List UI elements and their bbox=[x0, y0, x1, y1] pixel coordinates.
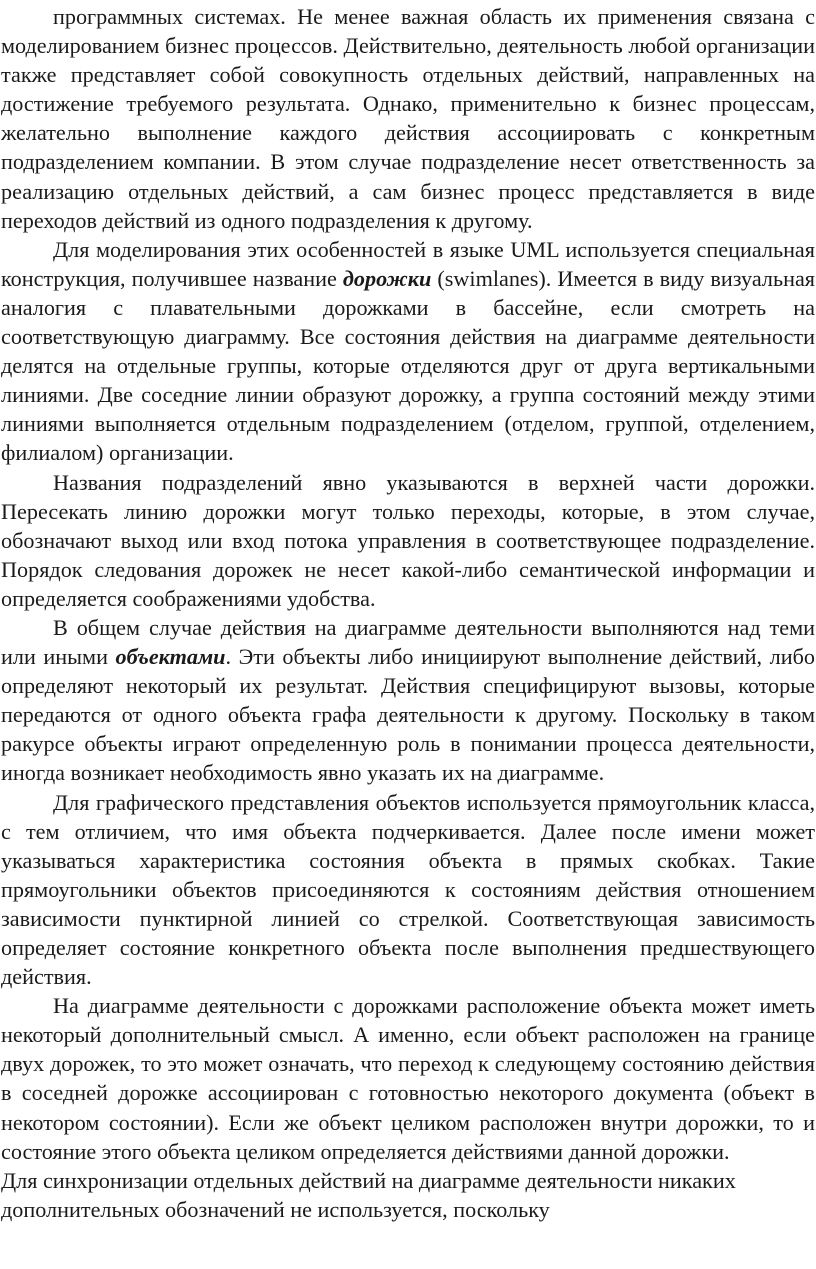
paragraph-text: программных системах. Не менее важная область их применения связана с моделированием бизнес процессов. Действительно, деятельность любой организации также представляет собой совокупность отдельных действий, направленных на достижение требуемого результата. Однако, применительно к бизнес процессам, желательно выполнение каждого действия ассоциировать с конкретным подразделением компании. В этом случае подразделение несет ответственность за реализацию отдельных действий, а сам бизнес процесс представляется в виде переходов действий из одного подразделения к другому. bbox=[1, 4, 815, 233]
paragraph-text: На диаграмме деятельности с дорожками расположение объекта может иметь некоторый дополнительный смысл. А именно, если объект расположен на границе двух дорожек, то это может означать, что переход к следующему состоянию действия в соседней дорожке ассоциирован с готовностью некоторого документа (объект в некотором состоянии). Если же объект целиком расположен внутри дорожки, то и состояние этого объекта целиком определяется действиями данной дорожки. bbox=[1, 993, 815, 1164]
paragraph-text: Для синхронизации отдельных действий на диаграмме деятельности никаких дополнительных обозначений не используется, поскольку bbox=[1, 1167, 736, 1222]
paragraph-intro bbox=[1, 2, 815, 235]
term-swimlanes: дорожки bbox=[342, 265, 432, 291]
paragraph-text: (swimlanes). Имеется в виду визуальная аналогия с плавательными дорожками в бассейне, если смотреть на соответствующую диаграмму. Все состояния действия на диаграмме деятельности делятся на отдельные группы, которые отделяются друг от друга вертикальными линиями. Две соседние линии образуют дорожку, а группа состояний между этими линиями выполняется отдельным подразделением (отделом, группой, отделением, филиалом) организации. bbox=[1, 265, 815, 466]
paragraph-object-notation bbox=[1, 788, 815, 992]
paragraph-lane-names bbox=[1, 468, 815, 613]
paragraph-synchronization bbox=[1, 1166, 815, 1224]
paragraph-text: Названия подразделений явно указываются в верхней части дорожки. Пересекать линию дорожки могут только переходы, которые, в этом случае, обозначают выход или вход потока управления в соответствующее подразделение. Порядок следования дорожек не несет какой-либо семантической информации и определяется соображениями удобства. bbox=[1, 469, 815, 611]
term-objects: объектами bbox=[115, 644, 226, 670]
paragraph-swimlanes bbox=[1, 235, 815, 468]
paragraph-text: . Эти объекты либо инициируют выполнение действий, либо определяют некоторый их результат. Действия специфицируют вызовы, которые передаются от одного объекта графа деятельности к другому. Поскольку в таком ракурсе объекты играют определенную роль в понимании процесса деятельности, иногда возникает необходимость явно указать их на диаграмме. bbox=[1, 644, 815, 786]
paragraph-object-placement bbox=[1, 991, 815, 1166]
paragraph-text: Для графического представления объектов используется прямоугольник класса, с тем отличием, что имя объекта подчеркивается. Далее после имени может указываться характеристика состояния объекта в прямых скобках. Такие прямоугольники объектов присоединяются к состояниям действия отношением зависимости пунктирной линией со стрелкой. Соответствующая зависимость определяет состояние конкретного объекта после выполнения предшествующего действия. bbox=[1, 789, 815, 990]
paragraph-text: В общем случае действия на диаграмме деятельности выполняются над теми или иными bbox=[1, 614, 815, 670]
paragraph-objects bbox=[1, 613, 815, 788]
paragraph-text: Для моделирования этих особенностей в языке UML используется специальная конструкция, получившее название bbox=[1, 236, 815, 291]
